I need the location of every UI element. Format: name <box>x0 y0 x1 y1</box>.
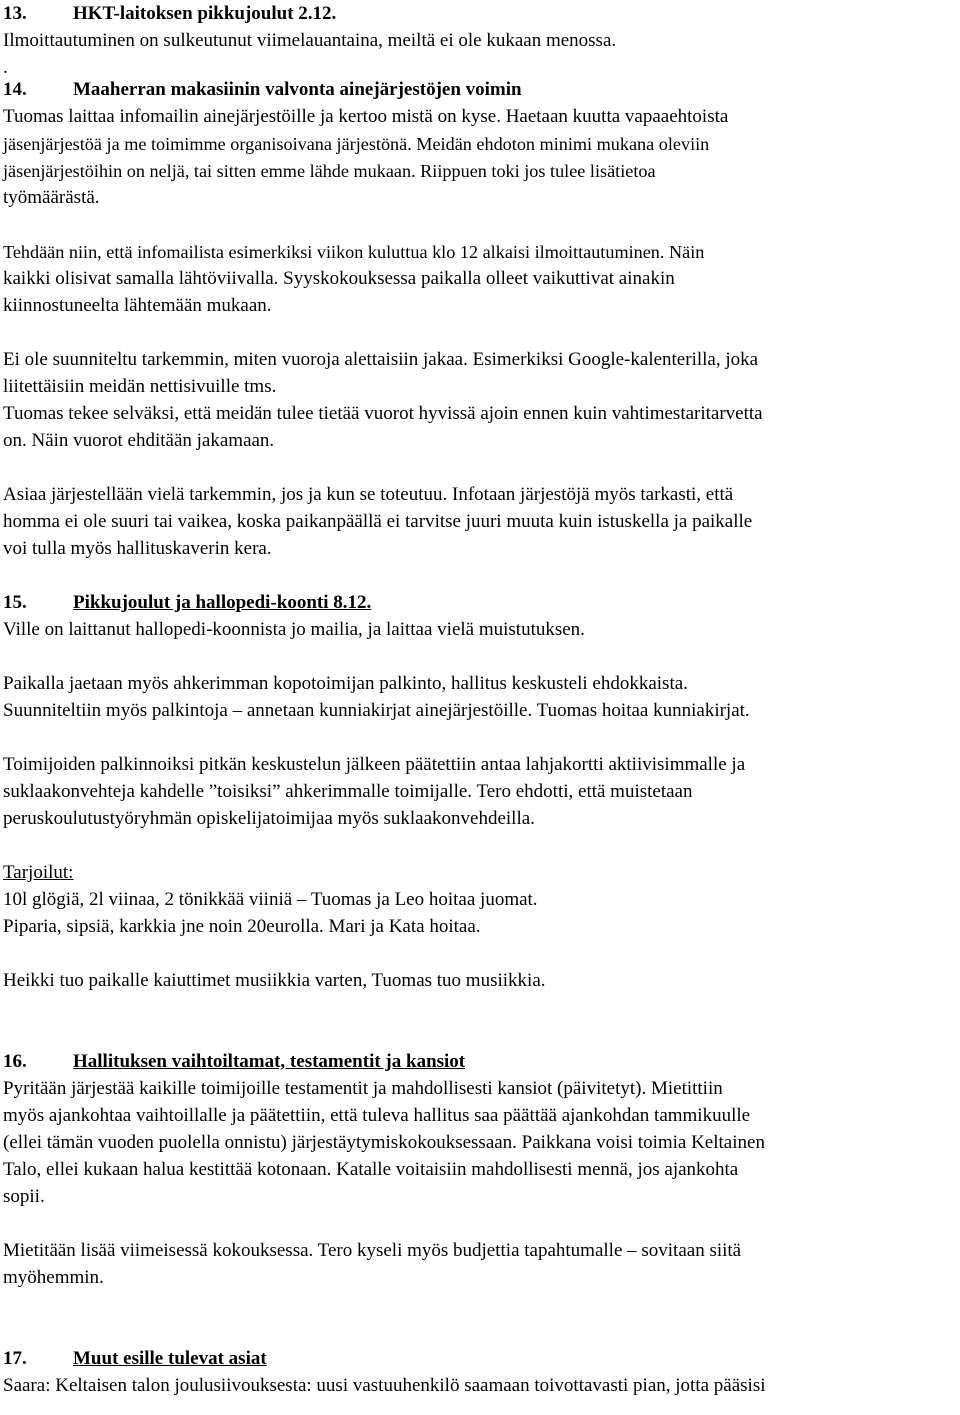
paragraph-line: Saara: Keltaisen talon joulusiivouksesta: uusi vastuuhenkilö saamaan toivottavasti pian, jotta pääsisi <box>3 1375 766 1396</box>
paragraph-line: Tuomas tekee selväksi, että meidän tulee tietää vuorot hyvissä ajoin ennen kuin vahtimestaritarvetta <box>3 403 763 424</box>
paragraph-line: on. Näin vuorot ehditään jakamaan. <box>3 430 275 451</box>
paragraph-line: Paikalla jaetaan myös ahkerimman kopotoimijan palkinto, hallitus keskusteli ehdokkaista. <box>3 673 688 694</box>
paragraph-line: peruskoulutustyöryhmän opiskelijatoimijaa myös suklaakonvehdeilla. <box>3 808 535 829</box>
paragraph-line: liitettäisiin meidän nettisivuille tms. <box>3 376 277 397</box>
section-title: Hallituksen vaihtoiltamat, testamentit ja kansiot <box>73 1051 466 1072</box>
paragraph-line: Asiaa järjestellään vielä tarkemmin, jos ja kun se toteutuu. Infotaan järjestöjä myös tarkasti, että <box>3 484 734 505</box>
paragraph-line: 10l glögiä, 2l viinaa, 2 tönikkää viiniä – Tuomas ja Leo hoitaa juomat. <box>3 889 538 910</box>
paragraph-line: Ei ole suunniteltu tarkemmin, miten vuoroja alettaisiin jakaa. Esimerkiksi Google-kalenterilla, joka <box>3 349 759 370</box>
section-14-heading <box>3 79 522 101</box>
paragraph-line: myös ajankohtaa vaihtoillalle ja päätettiin, että tuleva hallitus saa päättää ajankohdan tammikuulle <box>3 1105 751 1126</box>
paragraph-line: myöhemmin. <box>3 1267 104 1288</box>
tarjoilut-label: Tarjoilut: <box>3 862 74 883</box>
section-number: 14. <box>3 79 27 100</box>
paragraph-line: työmäärästä. <box>3 187 100 208</box>
paragraph-line: Toimijoiden palkinnoiksi pitkän keskustelun jälkeen päätettiin antaa lahjakortti aktiivisimmalle ja <box>3 754 746 775</box>
section-title: Pikkujoulut ja hallopedi-koonti 8.12. <box>73 592 372 613</box>
paragraph-line: voi tulla myös hallituskaverin kera. <box>3 538 272 559</box>
section-title: HKT-laitoksen pikkujoulut 2.12. <box>73 3 337 24</box>
paragraph-line: kiinnostuneelta lähtemään mukaan. <box>3 295 272 316</box>
section-number: 15. <box>3 592 27 613</box>
paragraph-line: Mietitään lisää viimeisessä kokouksessa. Tero kyseli myös budjettia tapahtumalle – sovitaan siitä <box>3 1240 742 1261</box>
paragraph-line: Ville on laittanut hallopedi-koonnista jo mailia, ja laittaa vielä muistutuksen. <box>3 619 585 640</box>
paragraph-line: homma ei ole suuri tai vaikea, koska paikanpäällä ei tarvitse juuri muuta kuin istuskella ja paikalle <box>3 511 753 532</box>
section-title: Maaherran makasiinin valvonta ainejärjestöjen voimin <box>73 79 522 100</box>
section-title: Muut esille tulevat asiat <box>73 1348 267 1369</box>
section-17-heading <box>3 1348 267 1370</box>
paragraph-line: (ellei tämän vuoden puolella onnistu) järjestäytymiskokouksessaan. Paikkana voisi toimia Keltainen <box>3 1132 765 1153</box>
section-15-heading <box>3 592 371 614</box>
section-number: 13. <box>3 3 27 24</box>
paragraph-line: Ilmoittautuminen on sulkeutunut viimelauantaina, meiltä ei ole kukaan menossa. <box>3 30 617 51</box>
paragraph-line: Tehdään niin, että infomailista esimerkiksi viikon kuluttua klo 12 alkaisi ilmoittautuminen. Näin <box>3 242 705 262</box>
paragraph-line: Heikki tuo paikalle kaiuttimet musiikkia varten, Tuomas tuo musiikkia. <box>3 970 546 991</box>
paragraph-line: Suunniteltiin myös palkintoja – annetaan kunniakirjat ainejärjestöille. Tuomas hoitaa kunniakirjat. <box>3 700 750 721</box>
paragraph-line: Tuomas laittaa infomailin ainejärjestöille ja kertoo mistä on kyse. Haetaan kuutta vapaaehtoista <box>3 106 729 127</box>
section-number: 16. <box>3 1051 27 1072</box>
paragraph-line: kaikki olisivat samalla lähtöviivalla. Syyskokouksessa paikalla olleet vaikuttivat ainakin <box>3 268 675 289</box>
paragraph-line: Talo, ellei kukaan halua kestittää kotonaan. Katalle voitaisiin mahdollisesti mennä, jos ajankohta <box>3 1159 739 1180</box>
paragraph-line: Pyritään järjestää kaikille toimijoille testamentit ja mahdollisesti kansiot (päivitetyt). Mietittiin <box>3 1078 723 1099</box>
paragraph-line: . <box>3 57 8 78</box>
section-number: 17. <box>3 1348 27 1369</box>
paragraph-line: sopii. <box>3 1186 45 1207</box>
section-13-heading <box>3 3 336 25</box>
paragraph-line: jäsenjärjestöihin on neljä, tai sitten emme lähde mukaan. Riippuen toki jos tulee lisätietoa <box>3 161 656 181</box>
paragraph-line: suklaakonvehteja kahdelle ”toisiksi” ahkerimmalle toimijalle. Tero ehdotti, että muistetaan <box>3 781 693 802</box>
section-16-heading <box>3 1051 465 1073</box>
paragraph-line: jäsenjärjestöä ja me toimimme organisoivana järjestönä. Meidän ehdoton minimi mukana oleviin <box>3 134 710 154</box>
paragraph-line: Piparia, sipsiä, karkkia jne noin 20eurolla. Mari ja Kata hoitaa. <box>3 916 481 937</box>
